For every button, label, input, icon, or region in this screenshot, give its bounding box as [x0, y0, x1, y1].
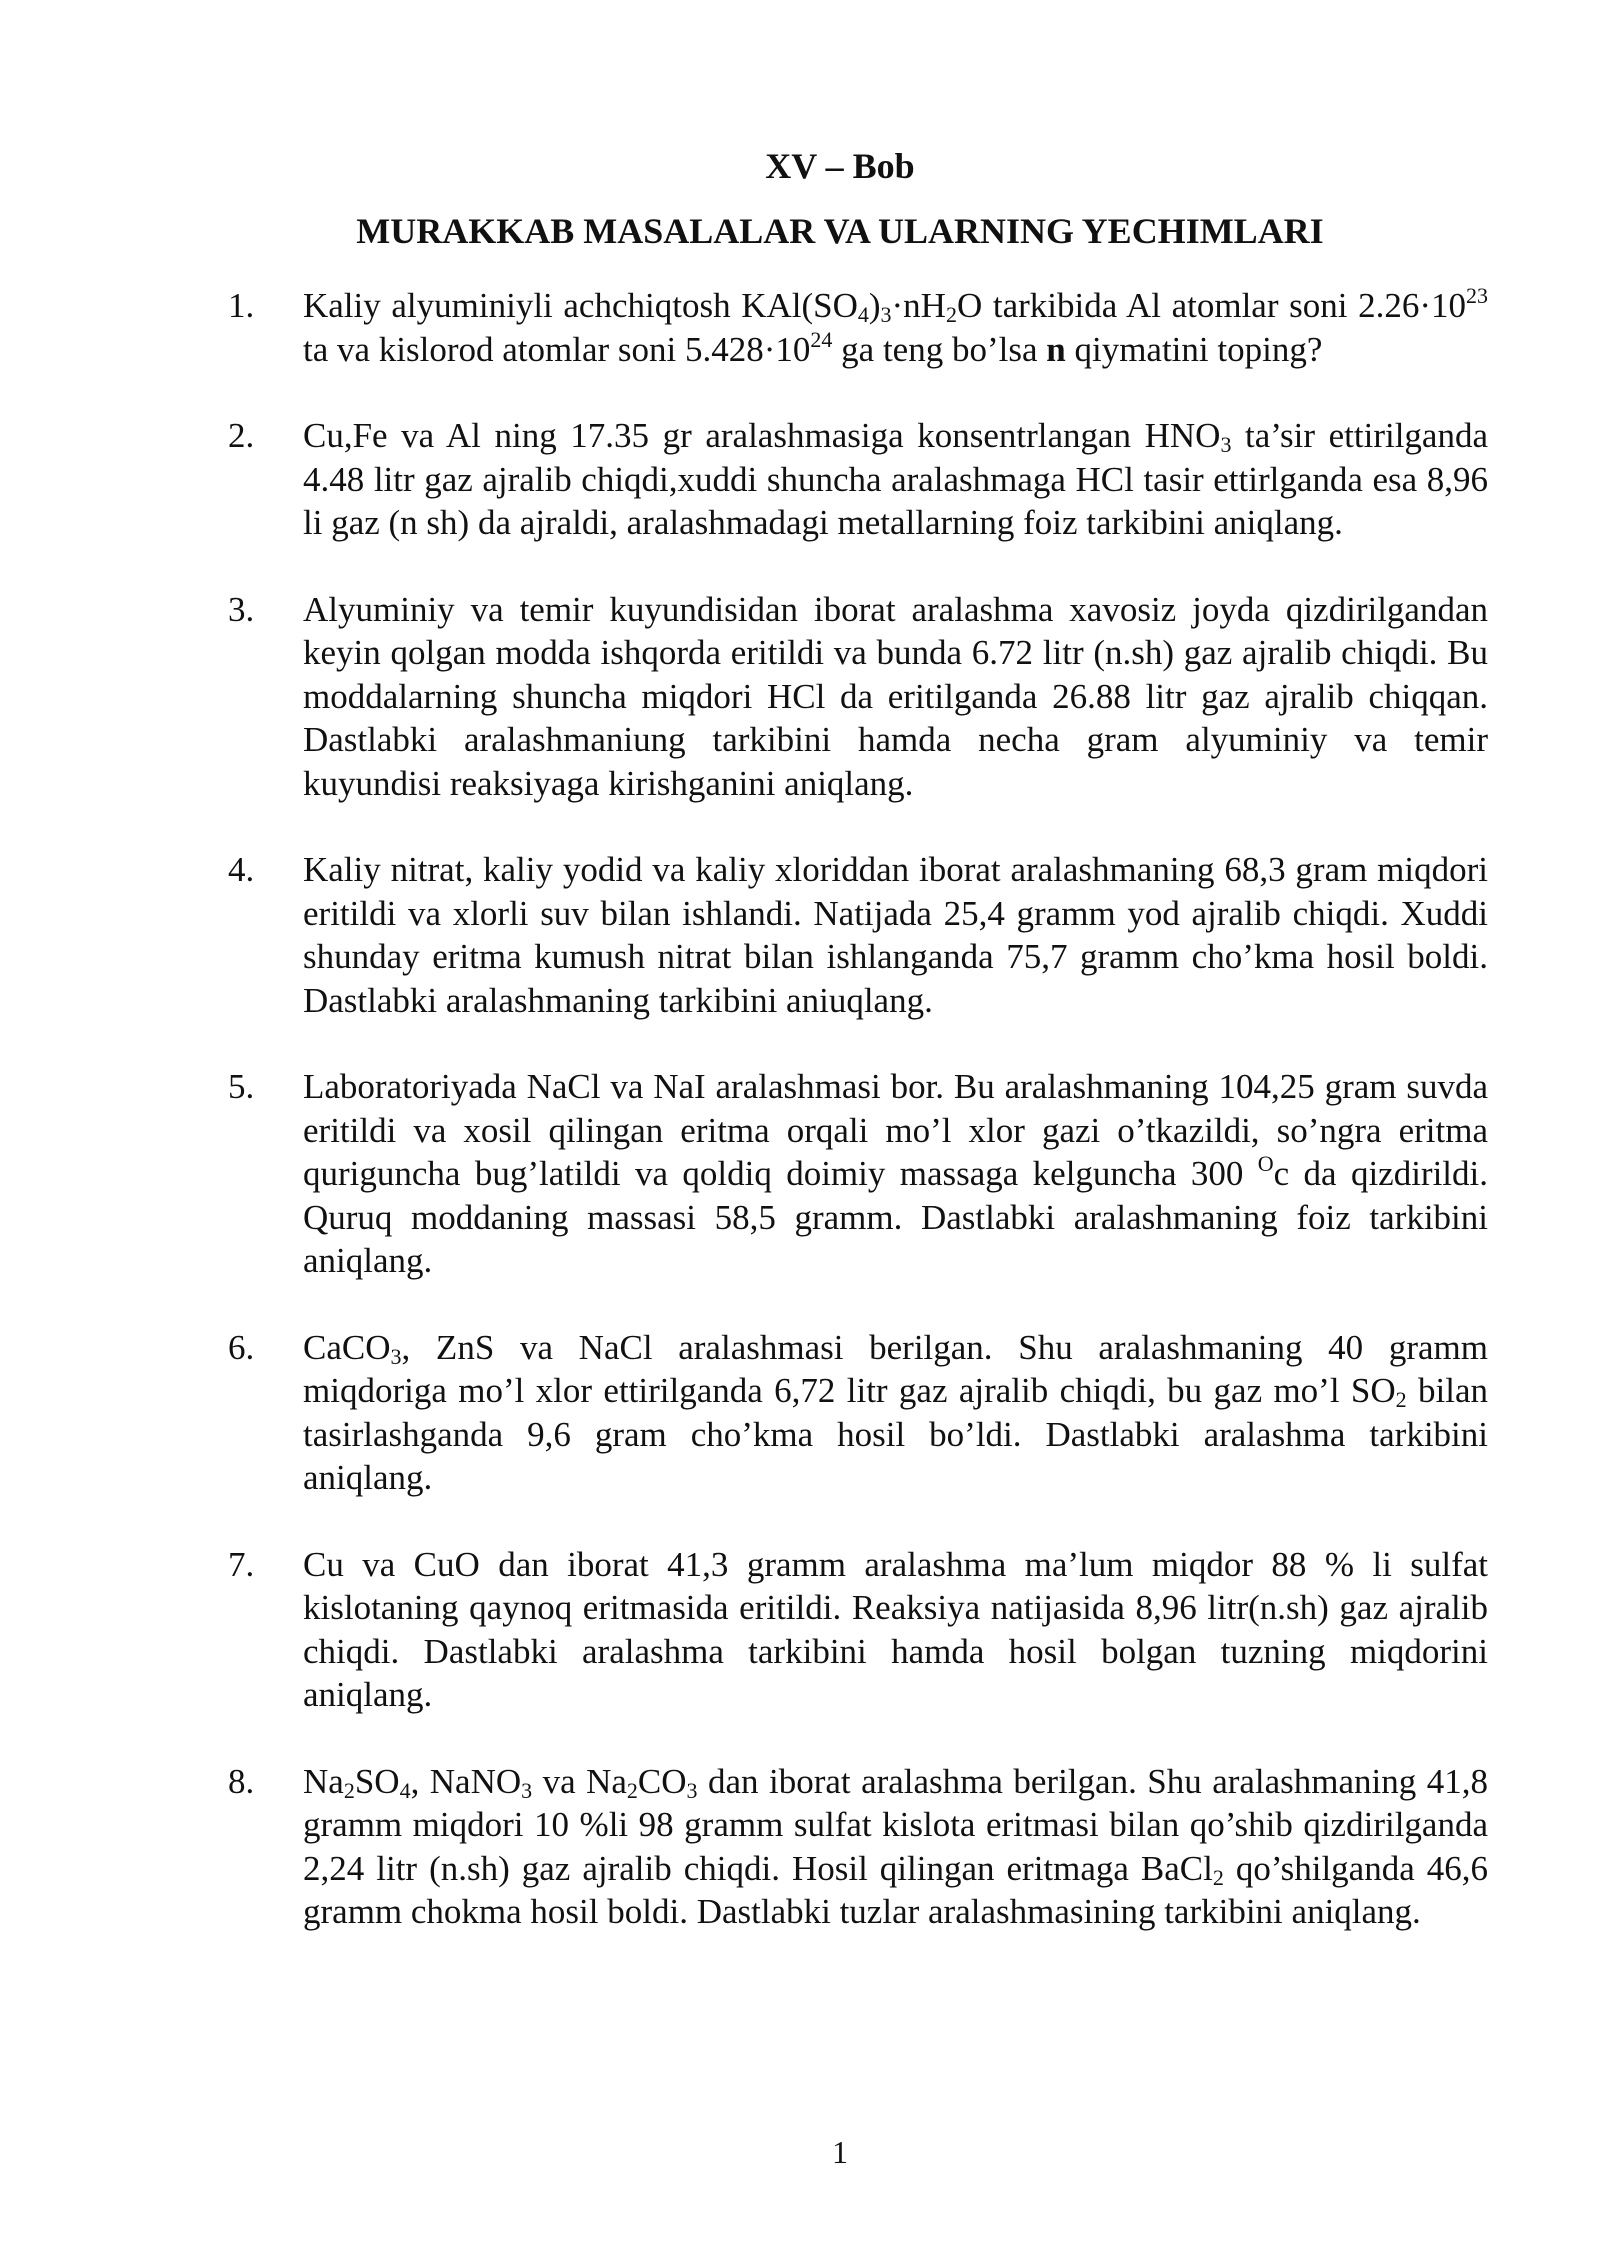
- text-run: Cu va CuO dan iborat 41,3 gramm aralashma ma’lum miqdor 88 % li sulfat kislotaning qaynoq eritmasida eritildi. Reaksiya natijasida 8,96 litr(n.sh) gaz ajralib chiqdi. Dastlabki aralashma tarkibini hamda hosil bolgan tuzning miqdorini aniqlang.: [303, 1544, 1488, 1714]
- text-run: va Na: [532, 1761, 627, 1801]
- text-run: Kaliy alyuminiyli achchiqtosh KAl(SO: [303, 286, 858, 325]
- text-run: Alyuminiy va temir kuyundisidan iborat aralashma xavosiz joyda qizdirilgandan keyin qolgan modda ishqorda eritildi va bunda 6.72 litr (n.sh) gaz ajralib chiqdi. Bu moddalarning shuncha miqdori HCl da eritilganda 26.88 litr gaz ajralib chiqqan. Dastlabki aralashmaniung tarkibini hamda necha gram alyuminiy va temir kuyundisi reaksiyaga kirishganini aniqlang.: [303, 589, 1488, 803]
- problem-text: [303, 1065, 1488, 1283]
- text-run: CaCO: [303, 1327, 391, 1367]
- text-run: Kaliy nitrat, kaliy yodid va kaliy xloriddan iborat aralashmaning 68,3 gram miqdori eritildi va xlorli suv bilan ishlandi. Natijada 25,4 gramm yod ajralib chiqdi. Xuddi shunday eritma kumush nitrat bilan ishlanganda 75,7 gramm cho’kma hosil boldi. Dastlabki aralashmaning tarkibini aniuqlang.: [303, 850, 1488, 1020]
- problem-number: 4.: [228, 850, 255, 889]
- subscript: 2: [626, 1777, 638, 1803]
- problem-number: 1.: [228, 286, 255, 325]
- subscript: 2: [343, 1777, 355, 1803]
- problem-number: 2.: [228, 416, 255, 455]
- text-run: SO: [354, 1761, 400, 1801]
- text-run: ·nH: [891, 286, 946, 325]
- subscript: 2: [1395, 1387, 1407, 1412]
- problem-number: 6.: [228, 1327, 255, 1367]
- problem-text: [303, 848, 1488, 1022]
- problem-item: [228, 1760, 1488, 1934]
- problem-text: [303, 414, 1488, 545]
- text-run: Laboratoriyada NaCl va NaI aralashmasi bor. Bu aralashmaning 104,25 gram suvda eritildi va xosil qilingan eritma orqali mo’l xlor gazi o’tkazildi, so’ngra eritma quriguncha bug’latildi va qoldiq doimiy massaga kelguncha 300: [303, 1067, 1488, 1193]
- problem-item: [228, 1326, 1488, 1500]
- problem-number: 5.: [228, 1067, 255, 1106]
- text-run: bilan tasirlashganda 9,6 gram cho’kma hosil bo’ldi. Dastlabki aralashma tarkibini aniqlang.: [303, 1371, 1489, 1497]
- subscript: 3: [390, 1343, 402, 1369]
- page-number: 1: [832, 2134, 848, 2170]
- problem-text: [303, 1326, 1488, 1500]
- superscript: 24: [810, 326, 833, 352]
- text-run: Na: [303, 1761, 344, 1801]
- text-run: Cu,Fe va Al ning 17.35 gr aralashmasiga konsentrlangan HNO: [303, 416, 1221, 455]
- problem-item: [228, 1543, 1488, 1717]
- text-run: dan iborat aralashma berilgan. Shu aralashmaning 41,8 gramm miqdori 10 %li 98 gramm sulfat kislota eritmasi bilan qo’shib qizdirilganda 2,24 litr (n.sh) gaz ajralib chiqdi. Hosil qilingan eritmaga BaCl: [303, 1761, 1488, 1888]
- text-run: CO: [637, 1761, 687, 1801]
- text-run: qo’shilganda 46,6 gramm chokma hosil boldi. Dastlabki tuzlar aralashmasining tarkibini aniqlang.: [303, 1848, 1489, 1931]
- superscript: O: [1257, 1151, 1274, 1176]
- problem-list: [228, 284, 1488, 1977]
- problem-item: [228, 414, 1488, 545]
- text-run: , ZnS va NaCl aralashmasi berilgan. Shu aralashmaning 40 gramm miqdoriga mo’l xlor ettirilganda 6,72 litr gaz ajralib chiqdi, bu gaz mo’l SO: [303, 1327, 1488, 1410]
- problem-item: [228, 1065, 1488, 1283]
- subscript: 3: [521, 1777, 533, 1803]
- subscript: 3: [880, 302, 892, 327]
- problem-text: [303, 588, 1488, 806]
- problem-number: 7.: [228, 1544, 255, 1584]
- problem-item: [228, 848, 1488, 1022]
- problem-number: 8.: [228, 1761, 255, 1801]
- problem-text: [303, 1543, 1488, 1717]
- problem-item: [228, 284, 1488, 371]
- subscript: 2: [1212, 1864, 1224, 1890]
- page-title: MURAKKAB MASALALAR VA ULARNING YECHIMLARI: [356, 211, 1324, 251]
- problem-text: [303, 1760, 1488, 1934]
- problem-item: [228, 588, 1488, 806]
- text-run: ta’sir ettirilganda 4.48 litr gaz ajralib chiqdi,xuddi shuncha aralashmaga HCl tasir ettirlganda esa 8,96 li gaz (n sh) da ajraldi, aralashmadagi metallarning foiz tarkibini aniqlang.: [303, 416, 1488, 542]
- chapter-heading: XV – Bob: [765, 146, 915, 186]
- subscript: 4: [399, 1777, 411, 1803]
- text-run: ga teng bo’lsa: [832, 329, 1047, 369]
- subscript: 3: [1220, 432, 1232, 457]
- text-run: ): [868, 286, 881, 325]
- superscript: 23: [1466, 283, 1489, 308]
- subscript: 3: [686, 1777, 698, 1803]
- text-run: qiymatini toping?: [1065, 329, 1323, 369]
- text-run: c da qizdirildi. Quruq moddaning massasi 58,5 gramm. Dastlabki aralashmaning foiz tarkibini aniqlang.: [303, 1154, 1489, 1280]
- subscript: 2: [945, 302, 957, 327]
- text-run: , NaNO: [410, 1761, 522, 1801]
- problem-text: [303, 284, 1488, 371]
- text-run: O tarkibida Al atomlar soni 2.26·10: [956, 286, 1467, 325]
- subscript: 4: [857, 302, 869, 327]
- bold-text: n: [1046, 329, 1066, 369]
- text-run: ta va kislorod atomlar soni 5.428·10: [303, 329, 811, 369]
- problem-number: 3.: [228, 589, 255, 629]
